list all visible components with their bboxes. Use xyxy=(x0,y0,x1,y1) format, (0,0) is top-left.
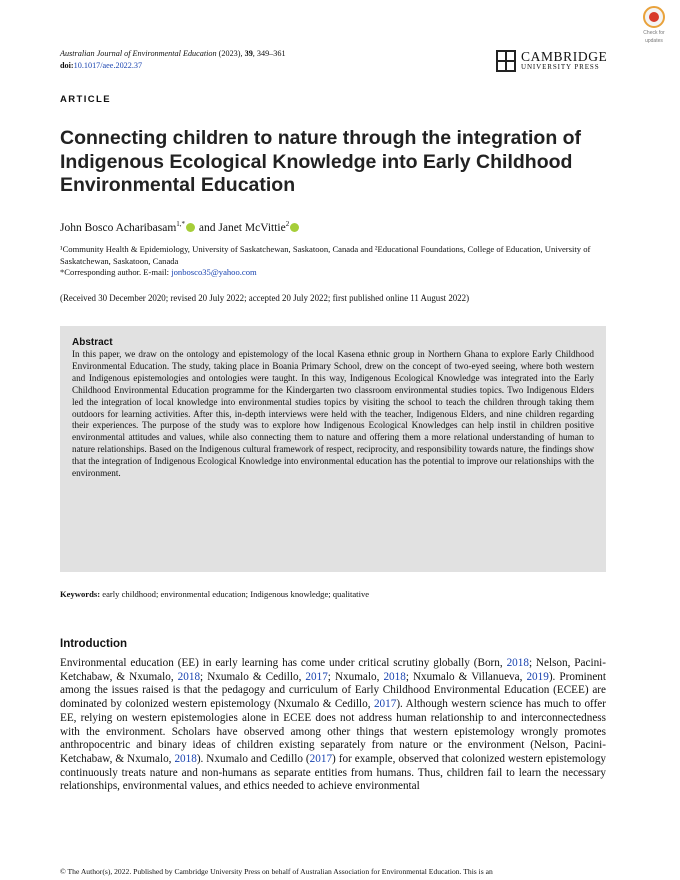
citation-link[interactable]: 2017 xyxy=(309,752,333,765)
introduction-body xyxy=(60,657,606,865)
copyright-footer: © The Author(s), 2022. Published by Cambridge University Press on behalf of Australian Association for Environmental Education. This is an xyxy=(60,867,493,876)
citation-link[interactable]: 2018 xyxy=(383,670,406,683)
publisher-logo xyxy=(496,50,607,72)
article-title: Connecting children to nature through the integration of Indigenous Ecological Knowledge into Early Childhood Environmental Education xyxy=(60,127,582,196)
check-for-updates-icon xyxy=(643,6,665,28)
keywords-text: early childhood; environmental education; Indigenous knowledge; qualitative xyxy=(100,589,370,599)
intro-text: ). Although western science has much to offer EE, relying on western epistemologies alone in ECEE does not address human relationship to and interconnectedness with the environment. Scholars have observed among other things that western epistemology wrongly promotes anthropocentric and binary ideas of children existing separately from nature or the environment (Nelson, Pacini-Ketchabaw, & Nxumalo, xyxy=(60,698,606,765)
check-for-updates-badge[interactable] xyxy=(636,6,672,44)
journal-year: (2023), xyxy=(216,49,245,58)
abstract-text: In this paper, we draw on the ontology and epistemology of the local Kasena ethnic group in Northern Ghana to explore Early Childhood Environmental Education. The study, taking place in Boania Primary School, drew on the concept of two-eyed seeing, where both western and Indigenous epistemologies and ontologies were taught. In this way, Indigenous Ecological Knowledge was integrated into the Early Childhood Environmental Education programme for the Kindergarten two classroom environmental studies topics. Two Indigenous Elders led the integration of local knowledge into environmental studies topics by visiting the school to teach the children through taking them outdoors for learning activities. After this, in-depth interviews were held with the teacher, Indigenous Elders, and nine children regarding their experiences. The purpose of the study was to explore how Indigenous Ecological Knowledges can help instil in children positive environmental attitudes and values, while also connecting them to nature and offering them a more relational understanding of human to nature relationships. Based on the Indigenous cultural framework of respect, reciprocity, and responsibility towards nature, the findings show that the integration of Indigenous Ecological Knowledge into environmental education has the potential to improve our relationships with the environment. xyxy=(72,349,594,479)
received-dates: (Received 30 December 2020; revised 20 July 2022; accepted 20 July 2022; first published online 11 August 2022) xyxy=(60,293,470,303)
publisher-name: CAMBRIDGE xyxy=(521,49,608,64)
check-for-updates-label-2: updates xyxy=(645,38,663,44)
affiliations xyxy=(60,244,620,279)
section-heading-introduction: Introduction xyxy=(60,638,128,650)
journal-name: Australian Journal of Environmental Education xyxy=(60,49,217,58)
citation-link[interactable]: 2018 xyxy=(174,752,197,765)
intro-text: ; Nxumalo & Cedillo, xyxy=(200,670,306,683)
doi-link[interactable]: 10.1017/aee.2022.37 xyxy=(73,61,143,70)
journal-volume: 39 xyxy=(244,49,253,58)
intro-text: ; Nxumalo & Villanueva, xyxy=(405,670,527,683)
publisher-sub: UNIVERSITY PRESS xyxy=(521,63,600,71)
check-for-updates-label-1: Check for xyxy=(643,30,665,36)
author-1-sup: 1,* xyxy=(176,220,186,228)
keywords xyxy=(60,589,369,599)
author-joiner: and xyxy=(196,221,219,234)
email-link[interactable]: jonbosco35@yahoo.com xyxy=(171,267,257,278)
journal-pages: , 349–361 xyxy=(252,49,286,58)
doi-prefix: doi: xyxy=(60,61,74,70)
citation-link[interactable]: 2017 xyxy=(305,670,328,683)
cambridge-crest-icon xyxy=(496,50,516,72)
intro-text: ; Nxumalo, xyxy=(327,670,384,683)
intro-text: ) for example, observed that colonized western epistemology continuously treats nature and non-humans as separate entities from humans. Thus, children fail to learn the necessary relationships, environmental values, and ethics needed to achieve environmental xyxy=(60,752,606,793)
journal-citation xyxy=(60,48,286,72)
abstract-box xyxy=(60,326,606,572)
citation-link[interactable]: 2019 xyxy=(526,670,549,683)
keywords-label: Keywords: xyxy=(60,589,101,599)
orcid-icon[interactable] xyxy=(290,223,299,232)
article-type: ARTICLE xyxy=(60,94,111,105)
intro-text: ; Nelson, Pacini-Ketchabaw, & Nxumalo, xyxy=(60,657,606,683)
intro-text: ). Nxumalo and Cedillo ( xyxy=(196,752,310,765)
abstract-heading: Abstract xyxy=(72,337,113,348)
corresponding-label: *Corresponding author. E-mail: xyxy=(60,267,172,278)
citation-link[interactable]: 2018 xyxy=(177,670,201,683)
affiliation-text: ¹Community Health & Epidemiology, University of Saskatchewan, Saskatoon, Canada and ²Educational Foundations, College of Education, University of Saskatchewan, Saskatoon, Canada xyxy=(60,244,591,266)
intro-text: Environmental education (EE) in early learning has come under critical scrutiny globally (Born, xyxy=(60,657,507,669)
author-1[interactable]: John Bosco Acharibasam xyxy=(60,221,177,234)
author-2[interactable]: Janet McVittie xyxy=(218,221,286,234)
citation-link[interactable]: 2017 xyxy=(373,698,397,711)
author-list xyxy=(60,220,300,234)
citation-link[interactable]: 2018 xyxy=(506,657,529,669)
orcid-icon[interactable] xyxy=(186,223,195,232)
intro-text: ). Prominent among the issues raised is that the pedagogy and curriculum of Early Childhood Environmental Education (ECEE) are dominated by colonized western epistemology (Nxumalo & Cedillo, xyxy=(60,670,606,711)
author-2-sup: 2 xyxy=(285,220,290,228)
